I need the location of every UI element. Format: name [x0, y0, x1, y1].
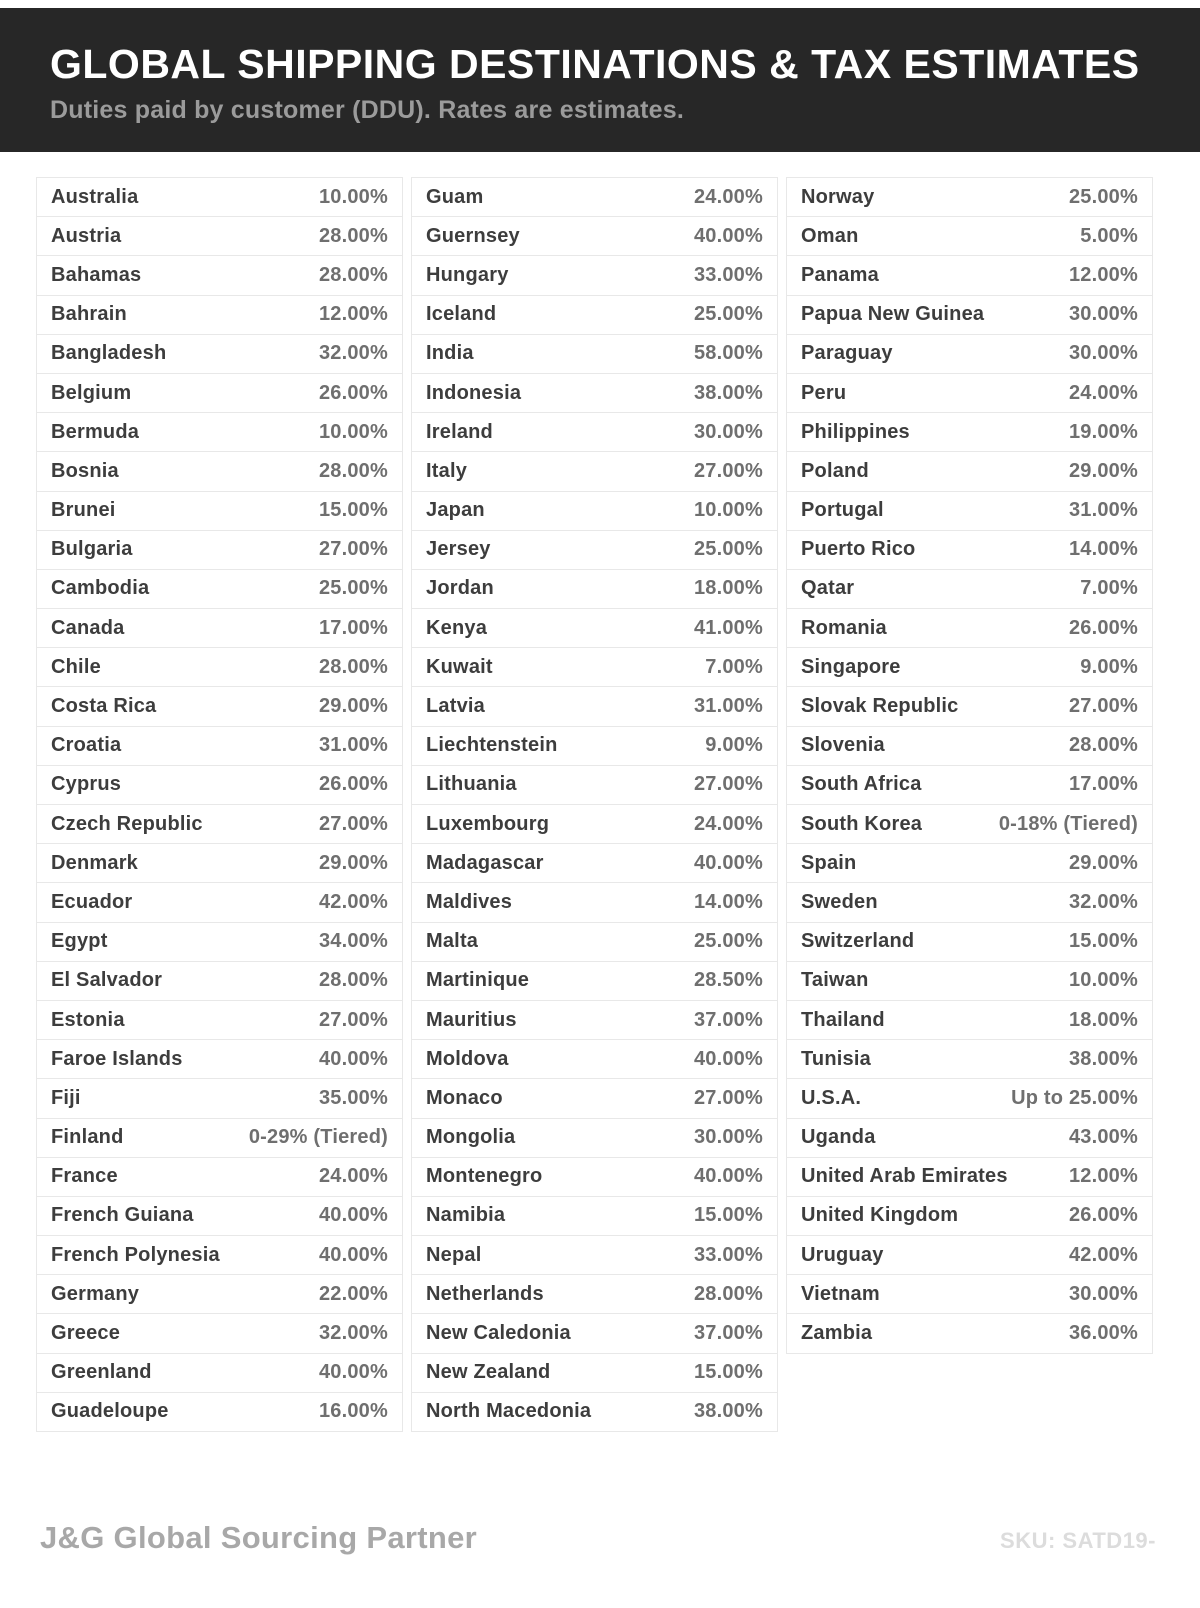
tax-rate: 24.00%	[693, 185, 763, 208]
tax-rate: 14.00%	[693, 890, 763, 913]
table-row	[787, 962, 1152, 1001]
country-name: Zambia	[801, 1322, 873, 1345]
table-row	[412, 962, 777, 1001]
table-row	[37, 727, 402, 766]
table-row	[787, 178, 1152, 217]
table-row	[787, 1040, 1152, 1079]
tax-rate: 24.00%	[1068, 381, 1138, 404]
country-name: Monaco	[426, 1086, 503, 1109]
country-name: Guam	[426, 185, 484, 208]
table-row	[412, 1079, 777, 1118]
country-name: Italy	[426, 459, 468, 482]
country-name: Bahrain	[51, 303, 127, 326]
country-name: Switzerland	[801, 930, 915, 953]
country-name: United Arab Emirates	[801, 1165, 1008, 1188]
tax-rate: 32.00%	[318, 342, 388, 365]
country-name: Austria	[51, 224, 122, 247]
country-name: Romania	[801, 616, 887, 639]
table-row	[37, 413, 402, 452]
table-row	[787, 923, 1152, 962]
country-name: Luxembourg	[426, 812, 550, 835]
table-column-2	[411, 177, 778, 1432]
tax-rate: 33.00%	[693, 263, 763, 286]
tax-rate: 15.00%	[318, 499, 388, 522]
tax-rate: 28.00%	[318, 224, 388, 247]
country-name: Tunisia	[801, 1047, 871, 1070]
tax-rate: 40.00%	[318, 1243, 388, 1266]
table-row	[412, 296, 777, 335]
table-row	[412, 1001, 777, 1040]
country-name: Ecuador	[51, 890, 133, 913]
tax-rate: 25.00%	[318, 577, 388, 600]
table-row	[412, 531, 777, 570]
tax-rate: 29.00%	[318, 851, 388, 874]
table-row	[37, 1314, 402, 1353]
country-name: New Caledonia	[426, 1322, 571, 1345]
tax-rate: 37.00%	[693, 1322, 763, 1345]
country-name: Latvia	[426, 695, 486, 718]
table-row	[37, 923, 402, 962]
country-name: Bulgaria	[51, 538, 133, 561]
table-row	[787, 413, 1152, 452]
table-row	[412, 256, 777, 295]
table-row	[412, 1040, 777, 1079]
tax-rate: 28.00%	[318, 459, 388, 482]
country-name: Slovenia	[801, 734, 885, 757]
tax-rate: 30.00%	[693, 420, 763, 443]
tax-rate: 31.00%	[1068, 499, 1138, 522]
country-name: North Macedonia	[426, 1400, 592, 1423]
country-name: Germany	[51, 1282, 140, 1305]
sku-label: SKU: SATD19-	[1000, 1528, 1156, 1553]
country-name: Puerto Rico	[801, 538, 916, 561]
country-name: Norway	[801, 185, 875, 208]
country-name: Brunei	[51, 499, 116, 522]
table-row	[412, 178, 777, 217]
tax-rate: 0-29% (Tiered)	[248, 1126, 388, 1149]
tax-rate: 40.00%	[693, 851, 763, 874]
tax-rate: 25.00%	[1068, 185, 1138, 208]
country-name: Iceland	[426, 303, 497, 326]
table-row	[412, 609, 777, 648]
tax-rate: 16.00%	[318, 1400, 388, 1423]
table-row	[787, 217, 1152, 256]
tax-rate: 40.00%	[318, 1361, 388, 1384]
tax-rate: 38.00%	[693, 381, 763, 404]
country-name: Hungary	[426, 263, 509, 286]
tax-rate: 38.00%	[693, 1400, 763, 1423]
table-row	[787, 1119, 1152, 1158]
tax-rate: 24.00%	[693, 812, 763, 835]
country-name: Fiji	[51, 1086, 81, 1109]
tax-rate: 28.00%	[1068, 734, 1138, 757]
tax-rate: 14.00%	[1068, 538, 1138, 561]
table-row	[787, 570, 1152, 609]
country-name: South Korea	[801, 812, 923, 835]
tax-rate: 41.00%	[693, 616, 763, 639]
tax-rate: 27.00%	[1068, 695, 1138, 718]
table-row	[412, 648, 777, 687]
country-name: United Kingdom	[801, 1204, 959, 1227]
table-row	[787, 1236, 1152, 1275]
table-row	[37, 217, 402, 256]
table-row	[412, 570, 777, 609]
tax-rate: 22.00%	[318, 1282, 388, 1305]
tax-rate: 18.00%	[1068, 1008, 1138, 1031]
table-row	[37, 648, 402, 687]
table-row	[37, 178, 402, 217]
tax-rate: 32.00%	[1068, 890, 1138, 913]
tax-rate: 27.00%	[318, 812, 388, 835]
tax-rate: 25.00%	[693, 538, 763, 561]
tax-rate: 25.00%	[693, 930, 763, 953]
table-row	[412, 1119, 777, 1158]
table-row	[37, 805, 402, 844]
country-name: New Zealand	[426, 1361, 551, 1384]
country-name: Bahamas	[51, 263, 142, 286]
tax-rate: 40.00%	[318, 1204, 388, 1227]
table-row	[37, 844, 402, 883]
tax-rate: 42.00%	[1068, 1243, 1138, 1266]
tax-rate: 12.00%	[1068, 1165, 1138, 1188]
tax-rate: 19.00%	[1068, 420, 1138, 443]
country-name: Indonesia	[426, 381, 522, 404]
table-row	[412, 335, 777, 374]
tax-rate: 30.00%	[1068, 303, 1138, 326]
country-name: Guernsey	[426, 224, 520, 247]
country-name: Canada	[51, 616, 125, 639]
table-row	[412, 217, 777, 256]
tax-rate: 7.00%	[705, 655, 763, 678]
country-name: Belgium	[51, 381, 132, 404]
table-row	[787, 256, 1152, 295]
table-row	[37, 1040, 402, 1079]
country-name: Bosnia	[51, 459, 119, 482]
table-row	[412, 492, 777, 531]
tax-rate: 40.00%	[693, 1165, 763, 1188]
country-name: Croatia	[51, 734, 122, 757]
tax-rate: 10.00%	[1068, 969, 1138, 992]
table-row	[37, 687, 402, 726]
country-name: Mauritius	[426, 1008, 517, 1031]
country-name: Denmark	[51, 851, 138, 874]
tax-rate: 42.00%	[318, 890, 388, 913]
country-name: Singapore	[801, 655, 901, 678]
table-row	[787, 1197, 1152, 1236]
table-row	[37, 492, 402, 531]
country-name: Madagascar	[426, 851, 544, 874]
table-row	[787, 609, 1152, 648]
country-name: Poland	[801, 459, 869, 482]
tax-rate: 28.00%	[693, 1282, 763, 1305]
table-row	[412, 687, 777, 726]
tax-rate: 5.00%	[1080, 224, 1138, 247]
country-name: El Salvador	[51, 969, 163, 992]
country-name: Uruguay	[801, 1243, 884, 1266]
table-row	[37, 570, 402, 609]
table-row	[37, 1079, 402, 1118]
tax-rate: 24.00%	[318, 1165, 388, 1188]
country-name: Martinique	[426, 969, 530, 992]
country-name: Liechtenstein	[426, 734, 558, 757]
tax-rate: 38.00%	[1068, 1047, 1138, 1070]
country-name: Thailand	[801, 1008, 885, 1031]
country-name: Slovak Republic	[801, 695, 959, 718]
tax-rate: 27.00%	[693, 459, 763, 482]
country-name: Malta	[426, 930, 479, 953]
page-subtitle: Duties paid by customer (DDU). Rates are estimates.	[50, 96, 685, 125]
table-row	[412, 452, 777, 491]
footer	[40, 1520, 1156, 1556]
table-row	[37, 1236, 402, 1275]
table-row	[37, 1158, 402, 1197]
tax-rate: 10.00%	[318, 185, 388, 208]
header-banner	[0, 8, 1200, 152]
tax-rate: 40.00%	[693, 1047, 763, 1070]
tax-rate: 27.00%	[693, 1086, 763, 1109]
country-name: French Guiana	[51, 1204, 194, 1227]
table-row	[37, 883, 402, 922]
tax-rate: 27.00%	[318, 538, 388, 561]
table-row	[787, 766, 1152, 805]
country-name: Estonia	[51, 1008, 125, 1031]
table-row	[787, 1314, 1152, 1353]
table-row	[37, 1119, 402, 1158]
tax-rate: 15.00%	[693, 1361, 763, 1384]
table-row	[412, 727, 777, 766]
tax-rate: 58.00%	[693, 342, 763, 365]
table-row	[787, 648, 1152, 687]
tax-rate: Up to 25.00%	[1011, 1086, 1138, 1109]
table-row	[412, 1393, 777, 1432]
table-row	[412, 413, 777, 452]
table-row	[787, 492, 1152, 531]
table-row	[37, 609, 402, 648]
country-name: India	[426, 342, 474, 365]
country-name: Greece	[51, 1322, 121, 1345]
table-row	[37, 335, 402, 374]
page-title: GLOBAL SHIPPING DESTINATIONS & TAX ESTIMATES	[50, 41, 1140, 87]
table-row	[787, 844, 1152, 883]
table-row	[412, 1236, 777, 1275]
tax-rate: 10.00%	[693, 499, 763, 522]
country-name: Japan	[426, 499, 485, 522]
tax-rate: 33.00%	[693, 1243, 763, 1266]
tax-rate: 37.00%	[693, 1008, 763, 1031]
table-row	[37, 1197, 402, 1236]
brand-name: J&G Global Sourcing Partner	[40, 1520, 478, 1555]
country-name: Czech Republic	[51, 812, 203, 835]
table-row	[787, 296, 1152, 335]
table-row	[37, 766, 402, 805]
country-name: Kenya	[426, 616, 488, 639]
country-name: Finland	[51, 1126, 124, 1149]
table-row	[412, 844, 777, 883]
country-name: Cyprus	[51, 773, 122, 796]
country-name: Chile	[51, 655, 101, 678]
tax-rate: 12.00%	[318, 303, 388, 326]
country-name: Montenegro	[426, 1165, 543, 1188]
table-row	[787, 727, 1152, 766]
tax-rate: 0-18% (Tiered)	[998, 812, 1138, 835]
tax-rate: 29.00%	[1068, 851, 1138, 874]
country-name: South Africa	[801, 773, 922, 796]
table-row	[412, 766, 777, 805]
country-name: Sweden	[801, 890, 878, 913]
table-row	[787, 1275, 1152, 1314]
tax-rate: 26.00%	[1068, 616, 1138, 639]
country-name: Nepal	[426, 1243, 482, 1266]
tax-rate: 28.00%	[318, 263, 388, 286]
table-row	[37, 452, 402, 491]
table-row	[37, 296, 402, 335]
tax-rate: 26.00%	[1068, 1204, 1138, 1227]
country-name: Maldives	[426, 890, 513, 913]
tax-rate: 9.00%	[1080, 655, 1138, 678]
table-row	[37, 1393, 402, 1432]
country-name: Taiwan	[801, 969, 869, 992]
tax-rate: 17.00%	[318, 616, 388, 639]
table-row	[412, 883, 777, 922]
table-row	[412, 923, 777, 962]
tax-rate: 28.00%	[318, 655, 388, 678]
tax-rate: 32.00%	[318, 1322, 388, 1345]
tax-rate: 40.00%	[693, 224, 763, 247]
country-name: Lithuania	[426, 773, 517, 796]
country-name: Kuwait	[426, 655, 493, 678]
tax-rate: 18.00%	[693, 577, 763, 600]
country-name: Egypt	[51, 930, 108, 953]
tax-rate: 31.00%	[693, 695, 763, 718]
tax-rate: 25.00%	[693, 303, 763, 326]
tax-rate: 12.00%	[1068, 263, 1138, 286]
tax-rate: 10.00%	[318, 420, 388, 443]
tax-rate: 35.00%	[318, 1086, 388, 1109]
table-row	[787, 531, 1152, 570]
country-name: Philippines	[801, 420, 910, 443]
table-row	[787, 883, 1152, 922]
country-name: Costa Rica	[51, 695, 157, 718]
country-name: French Polynesia	[51, 1243, 220, 1266]
table-row	[412, 1275, 777, 1314]
table-row	[412, 1158, 777, 1197]
tax-rate: 29.00%	[318, 695, 388, 718]
table-row	[37, 1001, 402, 1040]
tax-rate: 26.00%	[318, 381, 388, 404]
table-row	[787, 335, 1152, 374]
table-column-1	[36, 177, 403, 1432]
tax-rate: 40.00%	[318, 1047, 388, 1070]
country-name: Panama	[801, 263, 879, 286]
table-row	[787, 1001, 1152, 1040]
country-name: Netherlands	[426, 1282, 544, 1305]
tax-rate: 7.00%	[1080, 577, 1138, 600]
country-name: Namibia	[426, 1204, 506, 1227]
table-row	[787, 805, 1152, 844]
tax-rate: 34.00%	[318, 930, 388, 953]
tax-rate: 30.00%	[1068, 342, 1138, 365]
country-name: Portugal	[801, 499, 884, 522]
table-row	[37, 1354, 402, 1393]
table-row	[787, 452, 1152, 491]
country-name: Mongolia	[426, 1126, 516, 1149]
country-name: Spain	[801, 851, 857, 874]
country-name: Bermuda	[51, 420, 140, 443]
country-name: Greenland	[51, 1361, 152, 1384]
rates-table	[36, 177, 1153, 1432]
tax-rate: 29.00%	[1068, 459, 1138, 482]
country-name: U.S.A.	[801, 1086, 862, 1109]
country-name: Uganda	[801, 1126, 876, 1149]
table-row	[787, 687, 1152, 726]
country-name: France	[51, 1165, 118, 1188]
tax-rate: 27.00%	[693, 773, 763, 796]
country-name: Cambodia	[51, 577, 150, 600]
country-name: Ireland	[426, 420, 493, 443]
table-row	[787, 1079, 1152, 1118]
table-row	[37, 1275, 402, 1314]
tax-rate: 28.50%	[693, 969, 763, 992]
tax-rate: 36.00%	[1068, 1322, 1138, 1345]
table-row	[412, 1354, 777, 1393]
tax-rate: 30.00%	[693, 1126, 763, 1149]
country-name: Papua New Guinea	[801, 303, 985, 326]
table-row	[412, 805, 777, 844]
country-name: Bangladesh	[51, 342, 167, 365]
tax-rate: 26.00%	[318, 773, 388, 796]
tax-rate: 30.00%	[1068, 1282, 1138, 1305]
country-name: Jersey	[426, 538, 491, 561]
country-name: Oman	[801, 224, 859, 247]
country-name: Faroe Islands	[51, 1047, 183, 1070]
tax-rate: 27.00%	[318, 1008, 388, 1031]
table-column-3	[786, 177, 1153, 1354]
table-row	[412, 1314, 777, 1353]
tax-rate: 15.00%	[1068, 930, 1138, 953]
tax-rate: 17.00%	[1068, 773, 1138, 796]
table-row	[37, 374, 402, 413]
country-name: Jordan	[426, 577, 494, 600]
table-row	[412, 1197, 777, 1236]
table-row	[37, 256, 402, 295]
country-name: Paraguay	[801, 342, 893, 365]
table-row	[412, 374, 777, 413]
tax-rate: 31.00%	[318, 734, 388, 757]
country-name: Peru	[801, 381, 847, 404]
table-row	[37, 962, 402, 1001]
table-row	[37, 531, 402, 570]
country-name: Qatar	[801, 577, 855, 600]
country-name: Australia	[51, 185, 139, 208]
tax-rate: 28.00%	[318, 969, 388, 992]
table-row	[787, 374, 1152, 413]
tax-rate: 9.00%	[705, 734, 763, 757]
country-name: Vietnam	[801, 1282, 880, 1305]
country-name: Guadeloupe	[51, 1400, 169, 1423]
tax-rate: 15.00%	[693, 1204, 763, 1227]
country-name: Moldova	[426, 1047, 509, 1070]
tax-rate: 43.00%	[1068, 1126, 1138, 1149]
table-row	[787, 1158, 1152, 1197]
